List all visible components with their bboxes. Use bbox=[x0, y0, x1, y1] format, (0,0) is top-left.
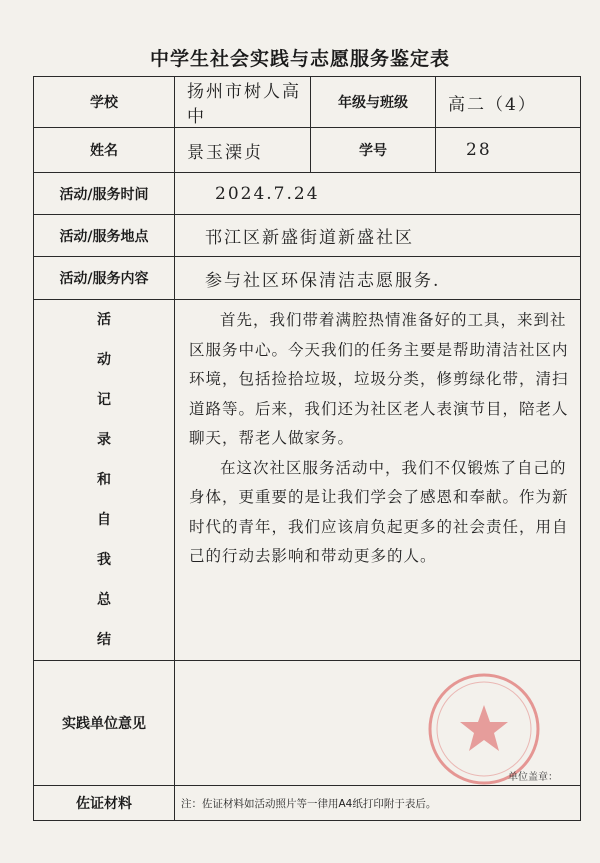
form-title: 中学生社会实践与志愿服务鉴定表 bbox=[149, 48, 450, 70]
time-label: 活动/服务时间 bbox=[34, 173, 175, 215]
row-name bbox=[34, 128, 581, 173]
time-value: 2024.7.24 bbox=[175, 173, 581, 215]
name-value: 景玉溧贞 bbox=[175, 128, 311, 173]
row-school bbox=[34, 77, 581, 128]
opinion-cell bbox=[175, 661, 581, 786]
id-label: 学号 bbox=[311, 128, 436, 173]
row-time bbox=[34, 173, 581, 215]
evidence-note: 注：佐证材料如活动照片等一律用A4纸打印附于表后。 bbox=[175, 786, 581, 821]
log-paragraph-2: 在这次社区服务活动中，我们不仅锻炼了自己的身体，更重要的是让我们学会了感恩和奉献。作为新时代的青年，我们应该肩负起更多的社会责任，用自己的行动去影响和带动更多的人。 bbox=[189, 458, 569, 565]
place-label: 活动/服务地点 bbox=[34, 215, 175, 257]
log-paragraph-1: 首先，我们带着满腔热情准备好的工具，来到社区服务中心。今天我们的任务主要是帮助清洁社区内环境，包括捡拾垃圾，垃圾分类，修剪绿化带，清扫道路等。后来，我们还为社区老人表演节目，陪老人聊天，帮老人做家务。 bbox=[189, 311, 569, 447]
row-content bbox=[34, 257, 581, 300]
evidence-label: 佐证材料 bbox=[34, 786, 175, 821]
activity-log-text bbox=[175, 300, 581, 661]
grade-value: 高二（4） bbox=[436, 77, 581, 128]
grade-label: 年级与班级 bbox=[311, 77, 436, 128]
place-value: 邗江区新盛街道新盛社区 bbox=[175, 215, 581, 257]
row-evidence bbox=[34, 786, 581, 821]
content-value: 参与社区环保清洁志愿服务. bbox=[175, 257, 581, 300]
row-activity-log bbox=[34, 300, 581, 661]
name-label: 姓名 bbox=[34, 128, 175, 173]
content-label: 活动/服务内容 bbox=[34, 257, 175, 300]
opinion-label: 实践单位意见 bbox=[34, 661, 175, 786]
stamp-label: 单位盖章： bbox=[508, 772, 558, 783]
row-place bbox=[34, 215, 581, 257]
appraisal-form bbox=[33, 76, 581, 821]
id-value: 28 bbox=[436, 128, 581, 173]
activity-log-side-label: 活 动 记 录 和 自 我 总 结 bbox=[34, 300, 175, 661]
school-label: 学校 bbox=[34, 77, 175, 128]
school-value: 扬州市树人高中 bbox=[175, 77, 311, 128]
row-opinion bbox=[34, 661, 581, 786]
